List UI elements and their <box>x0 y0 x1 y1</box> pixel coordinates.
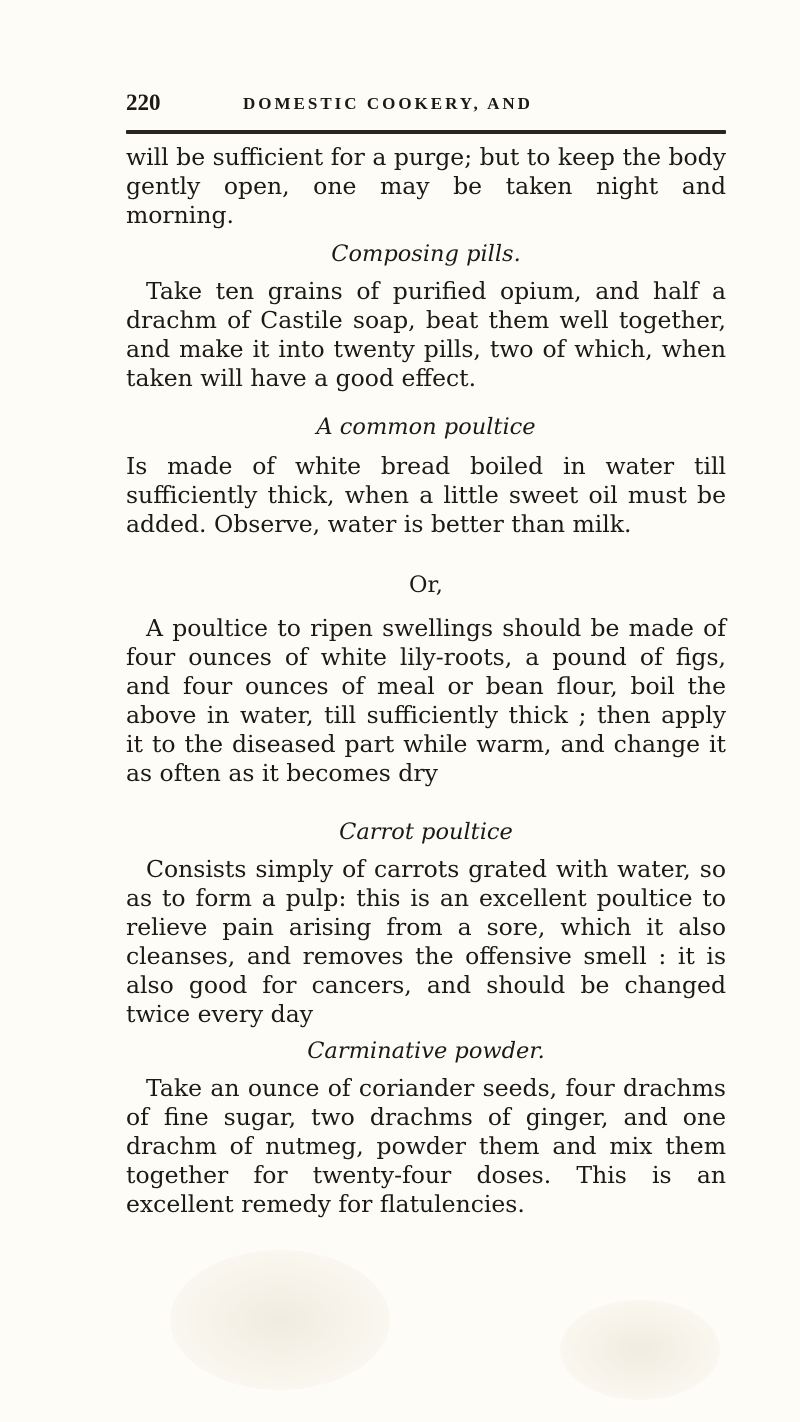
running-head <box>126 90 728 120</box>
page-number: 220 <box>126 90 161 115</box>
paper-stain <box>560 1300 720 1400</box>
paragraph-carrot-poultice: Consists simply of carrots grated with water, so as to form a pulp: this is an excellent poultice to relieve pain arising from a sore, which it also cleanses, and removes the offensive smell : it is also good for cancers, and should be changed twice every day <box>126 855 726 1028</box>
heading-composing-pills: Composing pills. <box>331 241 521 267</box>
running-title: DOMESTIC COOKERY, AND <box>243 94 533 113</box>
paper-stain <box>170 1250 390 1390</box>
paragraph-ripening-poultice: A poultice to ripen swellings should be made of four ounces of white lily-roots, a pound of figs, and four ounces of meal or bean flour, boil the above in water, till sufficiently thick ; then apply it to the diseased part while warm, and change it as often as it becomes dry <box>126 614 726 787</box>
heading-carrot-poultice: Carrot poultice <box>339 819 513 845</box>
paragraph-common-poultice: Is made of white bread boiled in water till sufficiently thick, when a little sweet oil must be added. Observe, water is better than milk. <box>126 452 726 538</box>
header-rule <box>126 130 726 134</box>
paragraph-purge-continuation: will be sufficient for a purge; but to keep the body gently open, one may be taken night and morning. <box>126 143 726 229</box>
heading-common-poultice: A common poultice <box>316 414 536 440</box>
paragraph-composing-pills: Take ten grains of purified opium, and half a drachm of Castile soap, beat them well together, and make it into twenty pills, two of which, when taken will have a good effect. <box>126 277 726 392</box>
paragraph-carminative-powder: Take an ounce of coriander seeds, four drachms of fine sugar, two drachms of ginger, and one drachm of nutmeg, powder them and mix them together for twenty-four doses. This is an excellent remedy for flatulencies. <box>126 1074 726 1218</box>
heading-or: Or, <box>409 572 443 598</box>
heading-carminative-powder: Carminative powder. <box>307 1038 545 1064</box>
body-text <box>126 143 726 1219</box>
